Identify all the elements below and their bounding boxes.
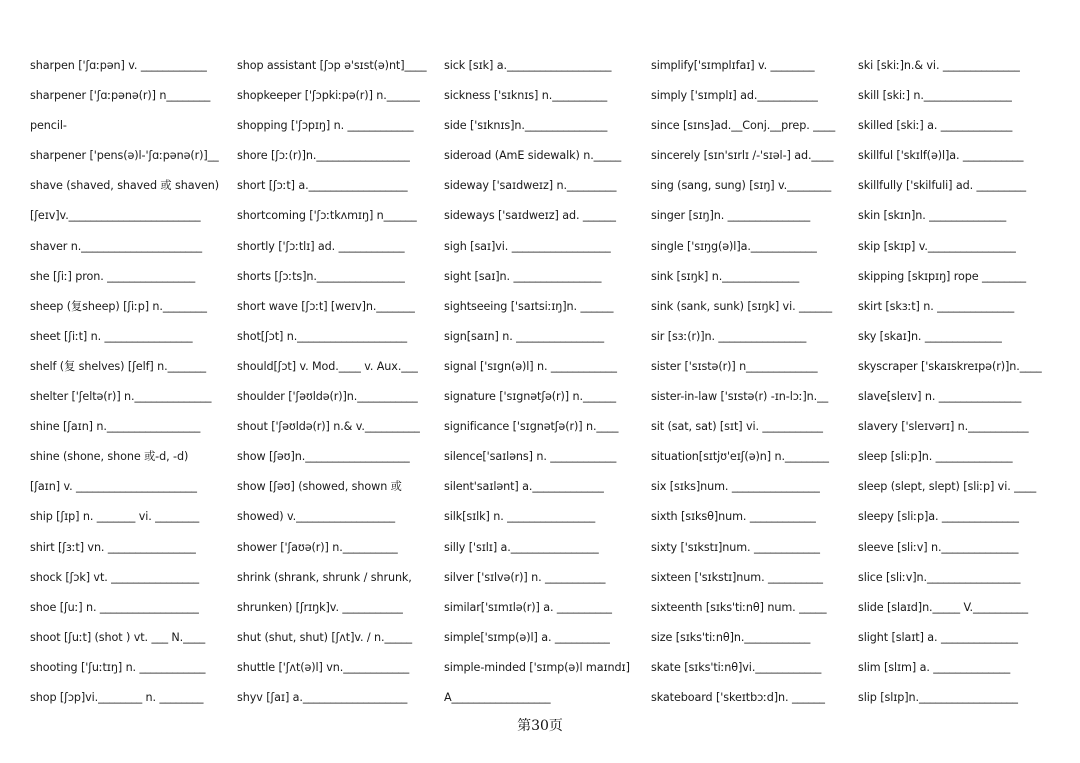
vocab-entry: silence['saɪləns] n. ____________ (444, 450, 617, 464)
vocab-entry: sixteen ['sɪkstɪ]num. __________ (651, 570, 823, 584)
vocab-entry: shock [ʃɔk] vt. ________________ (30, 570, 200, 584)
vocab-entry: shuttle ['ʃʌt(ə)l] vn.____________ (237, 660, 410, 674)
vocab-entry: slavery ['sleɪvərɪ] n.___________ (858, 420, 1029, 434)
vocab-entry: sixteenth [sɪks'tiːnθ] num. _____ (651, 600, 827, 614)
vocab-entry: shoulder ['ʃəʊldə(r)]n.___________ (237, 390, 418, 404)
vocab-entry: shoe [ʃuː] n. __________________ (30, 600, 199, 614)
vocab-entry: shave (shaved, shaved 或 shaven) (30, 179, 220, 193)
vocab-entry: sister-in-law ['sɪstə(r) -ɪn-lɔː]n.__ (651, 390, 829, 404)
vocab-entry: sharpener ['pens(ə)l-'ʃɑːpənə(r)]__ (30, 149, 219, 163)
vocab-entry: shooting ['ʃuːtɪŋ] n. ____________ (30, 660, 206, 674)
vocab-entry: single ['sɪŋg(ə)l]a.____________ (651, 239, 817, 253)
vocab-entry: short [ʃɔːt] a.__________________ (237, 179, 408, 193)
vocab-entry: show [ʃəʊ] (showed, shown 或 (237, 480, 402, 494)
vocab-entry: skirt [skɜːt] n. ______________ (858, 299, 1015, 313)
vocab-entry: sky [skaɪ]n. ______________ (858, 329, 1002, 343)
vocab-entry: sir [sɜː(r)]n. ________________ (651, 329, 807, 343)
vocab-entry: shoot [ʃuːt] (shot ) vt. ___ N.____ (30, 630, 206, 644)
vocab-entry: slim [slɪm] a. ______________ (858, 660, 1011, 674)
vocab-entry: skip [skɪp] v.________________ (858, 239, 1016, 253)
vocab-entry: shower ['ʃaʊə(r)] n.__________ (237, 540, 398, 554)
vocab-entry: shortcoming ['ʃɔːtkʌmɪŋ] n______ (237, 209, 417, 223)
vocab-entry: sincerely [sɪn'sɪrlɪ /-'sɪəl-] ad.____ (651, 149, 834, 163)
column-3 (444, 56, 651, 718)
vocab-entry: slight [slaɪt] a. ______________ (858, 630, 1018, 644)
vocab-entry: since [sɪns]ad.__Conj.__prep. ____ (651, 119, 836, 133)
vocab-entry: ski [skiː]n.& vi. ______________ (858, 59, 1020, 72)
vocab-entry: A__________________ (444, 690, 551, 704)
vocab-entry: sleep [sliːp]n. ______________ (858, 450, 1013, 464)
vocab-entry: sixth [sɪksθ]num. ____________ (651, 510, 816, 524)
vocab-entry: shyv [ʃaɪ] a.___________________ (237, 690, 408, 704)
vocab-entry: shopkeeper ['ʃɔpkiːpə(r)] n.______ (237, 89, 420, 103)
vocab-entry: signature ['sɪgnətʃə(r)] n.______ (444, 390, 616, 404)
column-5 (858, 56, 1058, 718)
vocab-entry: shaver n.______________________ (30, 239, 203, 253)
vocab-entry: shopping ['ʃɔpɪŋ] n. ____________ (237, 119, 414, 133)
vocab-entry: situation[sɪtjʊ'eɪʃ(ə)n] n.________ (651, 450, 829, 464)
vocab-entry: sick [sɪk] a.___________________ (444, 59, 612, 72)
vocab-entry: sideway ['saɪdweɪz] n._________ (444, 179, 617, 193)
vocab-entry: sigh [saɪ]vi. __________________ (444, 239, 611, 253)
vocab-entry: skilled [skiː] a. _____________ (858, 119, 1013, 133)
vocab-entry: shop assistant [ʃɔp ə'sɪst(ə)nt]____ (237, 59, 427, 72)
vocabulary-columns (30, 56, 1060, 718)
vocab-entry: significance ['sɪgnətʃə(r)] n.____ (444, 420, 619, 434)
vocab-entry: shine (shone, shone 或-d, -d) (30, 450, 189, 464)
vocab-entry: shore [ʃɔː(r)]n._________________ (237, 149, 410, 163)
vocab-entry: sleeve [sliːv] n.______________ (858, 540, 1019, 554)
vocab-entry: showed) v.__________________ (237, 510, 396, 524)
vocab-entry: show [ʃəʊ]n.___________________ (237, 450, 410, 464)
vocab-entry: simply ['sɪmplɪ] ad.___________ (651, 89, 818, 103)
vocab-entry: shut (shut, shut) [ʃʌt]v. / n._____ (237, 630, 412, 644)
vocab-entry: skillful ['skɪlf(ə)l]a. ___________ (858, 149, 1024, 163)
vocab-entry: similar['sɪmɪlə(r)] a. __________ (444, 600, 612, 614)
vocab-entry: sleepy [sliːp]a. ______________ (858, 510, 1019, 524)
vocab-entry: shout ['ʃəʊldə(r)] n.& v.__________ (237, 420, 420, 434)
vocab-entry: signal ['sɪgn(ə)l] n. ____________ (444, 359, 617, 373)
vocab-entry: simple['sɪmp(ə)l] a. __________ (444, 630, 610, 644)
vocab-entry: [ʃeɪv]v.________________________ (30, 209, 201, 223)
vocab-entry: skateboard ['skeɪtbɔːd]n. ______ (651, 690, 825, 704)
vocab-entry: sharpen ['ʃɑːpən] v. ____________ (30, 59, 207, 72)
vocab-entry: slice [sliːv]n._________________ (858, 570, 1021, 584)
page-number: 第30页 (517, 718, 563, 734)
vocab-entry: short wave [ʃɔːt] [weɪv]n._______ (237, 299, 415, 313)
vocab-entry: sheet [ʃiːt] n. ________________ (30, 329, 193, 343)
vocab-entry: skate [sɪks'tiːnθ]vi.____________ (651, 660, 822, 674)
vocab-entry: six [sɪks]num. ________________ (651, 480, 820, 494)
vocab-entry: slave[sleɪv] n. _______________ (858, 390, 1022, 404)
vocab-entry: shorts [ʃɔːts]n.________________ (237, 269, 405, 283)
vocab-entry: she [ʃiː] pron. ________________ (30, 269, 196, 283)
vocab-entry: shirt [ʃɜːt] vn. ________________ (30, 540, 196, 554)
vocab-entry: sickness ['sɪknɪs] n.__________ (444, 89, 608, 103)
vocab-entry: sink (sank, sunk) [sɪŋk] vi. ______ (651, 299, 832, 313)
vocab-entry: silver ['sɪlvə(r)] n. ___________ (444, 570, 606, 584)
vocab-entry: skill [skiː] n.________________ (858, 89, 1012, 103)
vocab-entry: shelter ['ʃeltə(r)] n.______________ (30, 390, 212, 404)
vocab-entry: sight [saɪ]n. ________________ (444, 269, 602, 283)
vocab-entry: sleep (slept, slept) [sliːp] vi. ____ (858, 480, 1037, 494)
vocab-entry: slip [slɪp]n.__________________ (858, 690, 1018, 704)
vocab-entry: sister ['sɪstə(r)] n_____________ (651, 359, 818, 373)
vocab-entry: shrunken) [ʃrɪŋk]v. ___________ (237, 600, 403, 614)
vocab-entry: should[ʃɔt] v. Mod.____ v. Aux.___ (237, 359, 418, 373)
vocab-entry: sing (sang, sung) [sɪŋ] v.________ (651, 179, 832, 193)
vocab-entry: shot[ʃɔt] n.____________________ (237, 329, 408, 343)
vocab-entry: skin [skɪn]n. ______________ (858, 209, 1007, 223)
vocab-entry: silent'saɪlənt] a._____________ (444, 480, 604, 494)
vocab-entry: sightseeing ['saɪtsiːɪŋ]n. ______ (444, 299, 614, 313)
vocab-entry: skillfully ['skilfuli] ad. _________ (858, 179, 1026, 193)
vocab-entry: simple-minded ['sɪmp(ə)l maɪndɪ] (444, 660, 630, 674)
vocab-entry: side ['sɪknɪs]n._______________ (444, 119, 608, 133)
vocab-entry: skyscraper ['skaɪskreɪpə(r)]n.____ (858, 359, 1042, 373)
vocab-entry: shop [ʃɔp]vi.________ n. ________ (30, 690, 204, 704)
vocab-entry: sign[saɪn] n. ________________ (444, 329, 605, 343)
vocab-entry: sink [sɪŋk] n.______________ (651, 269, 800, 283)
vocab-entry: shine [ʃaɪn] n._________________ (30, 420, 201, 434)
vocab-entry: simplify['sɪmplɪfaɪ] v. ________ (651, 59, 815, 72)
vocab-entry: shelf (复 shelves) [ʃelf] n._______ (30, 359, 207, 373)
vocab-entry: skipping [skɪpɪŋ] rope ________ (858, 269, 1026, 283)
vocab-entry: sideways ['saɪdweɪz] ad. ______ (444, 209, 616, 223)
column-4 (651, 56, 858, 718)
vocab-entry: singer [sɪŋ]n. _______________ (651, 209, 811, 223)
vocab-entry: silk[sɪlk] n. ________________ (444, 510, 596, 524)
column-2 (237, 56, 444, 718)
vocab-entry: sharpener ['ʃɑːpənə(r)] n________ (30, 89, 211, 103)
vocab-entry: sixty ['sɪkstɪ]num. ____________ (651, 540, 820, 554)
vocab-entry: silly ['sɪlɪ] a.________________ (444, 540, 599, 554)
vocab-entry: size [sɪks'tiːnθ]n.____________ (651, 630, 811, 644)
vocab-entry: shortly ['ʃɔːtlɪ] ad. ____________ (237, 239, 405, 253)
vocab-entry: pencil- (30, 119, 67, 133)
vocab-entry: slide [slaɪd]n._____ V.__________ (858, 600, 1028, 614)
column-1 (30, 56, 237, 718)
vocab-entry: sit (sat, sat) [sɪt] vi. ___________ (651, 420, 823, 434)
vocab-entry: ship [ʃɪp] n. _______ vi. ________ (30, 510, 200, 524)
vocab-entry: sheep (复sheep) [ʃiːp] n.________ (30, 299, 207, 313)
vocab-entry: shrink (shrank, shrunk / shrunk, (237, 570, 412, 584)
vocab-entry: [ʃaɪn] v. ______________________ (30, 480, 197, 494)
vocab-entry: sideroad (AmE sidewalk) n._____ (444, 149, 622, 163)
